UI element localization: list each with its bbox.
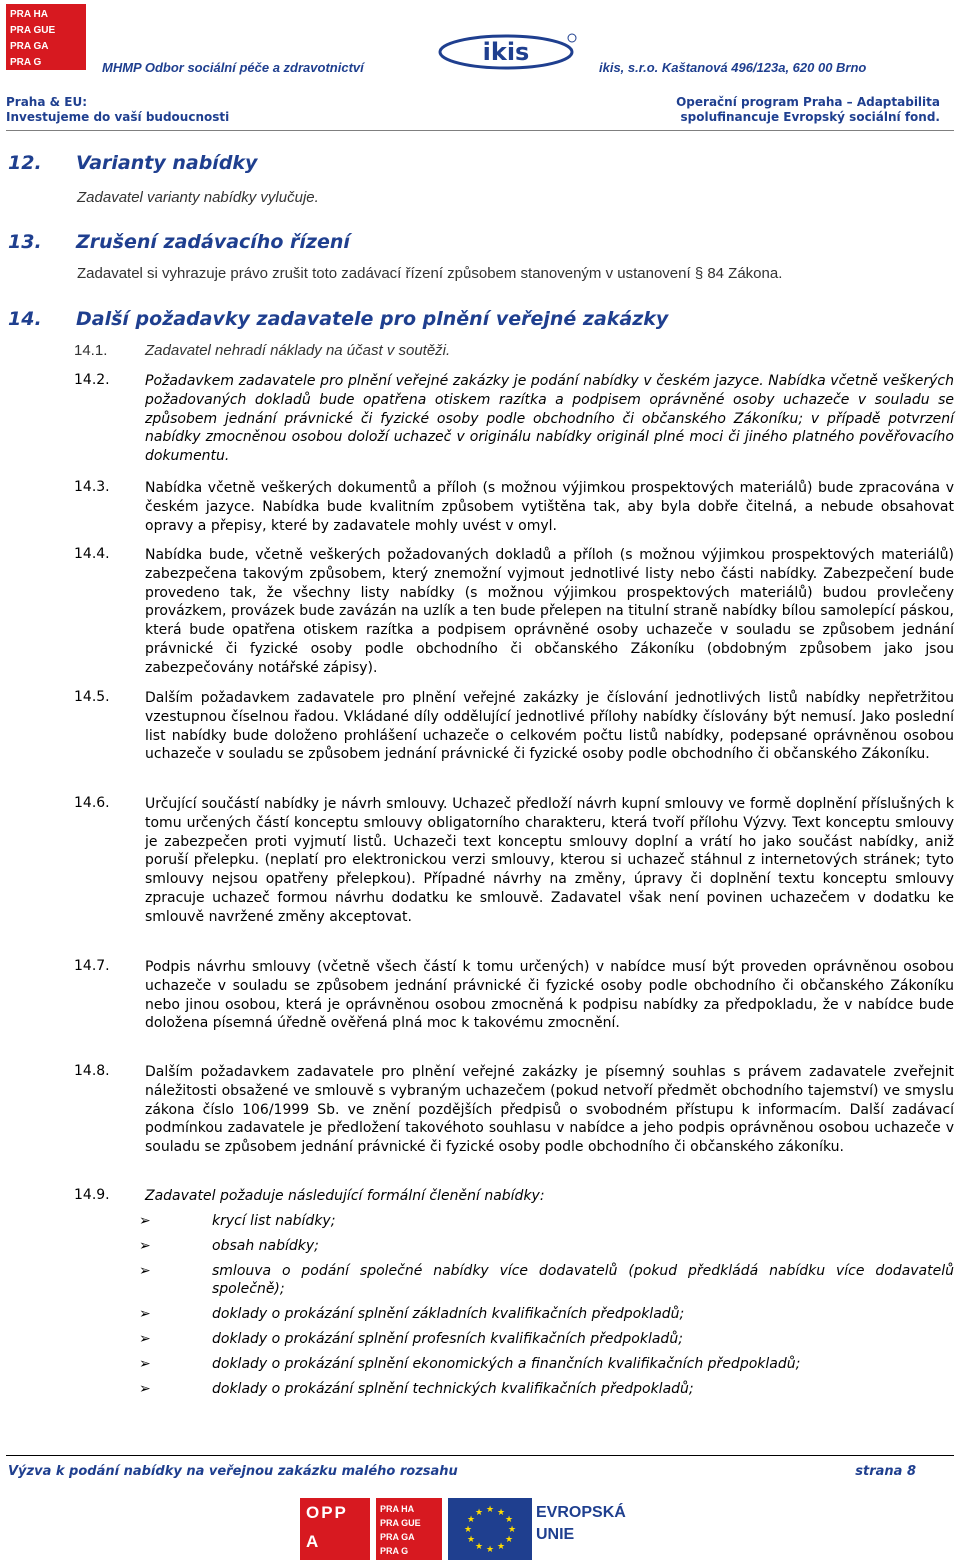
arrow-bullet-icon: ➢ — [139, 1380, 151, 1397]
svg-text:★: ★ — [507, 1525, 517, 1535]
item-text: Dalším požadavkem zadavatele pro plnění veřejné zakázky je písemný souhlas s právem zadavatele zveřejnit náležitosti obsažené ve smlouvě s vybraným uchazečem (pokud netvoří předmět obchodního tajemství) ve smyslu zákona číslo 106/1999 Sb. ve znění pozdějších předpisů o svobodném přístupu k informacím. Další zadávací podmínkou zadavatele je předložení takovéhoto souhlasu v nabídce a jeho podpis oprávněnou osobou uchazeče v souladu se způsobem jednání právnické či fyzické osoby podle obchodního či občanského zákoníku. — [145, 1064, 954, 1156]
footer-title: Výzva k podání nabídky na veřejnou zakázku malého rozsahu — [8, 1464, 458, 1479]
item-14-3 — [74, 479, 954, 535]
opp-logo — [300, 1498, 370, 1560]
item-14-8 — [74, 1063, 954, 1157]
list-item-text: doklady o prokázání splnění profesních kvalifikačních předpokladů; — [212, 1330, 683, 1347]
item-14-2 — [74, 372, 954, 466]
praha-logo-row: PRA GUE — [380, 1518, 421, 1528]
left-label-2: Investujeme do vaší budoucnosti — [6, 110, 230, 124]
praha-logo — [6, 4, 86, 70]
eu-label-line: UNIE — [536, 1526, 575, 1543]
item-text: Dalším požadavkem zadavatele pro plnění veřejné zakázky je číslování jednotlivých listů nabídky nepřetržitou vzestupnou číselnou řadou. Vkládané díly oddělující jednotlivé přílohy nabídky číslovány být nemusí. Jako poslední list nabídky bude doloženo prohlášení uchazeče o celkovém počtu listů nabídky, podepsané oprávněnou osobou uchazeče v souladu se způsobem jednání právnické či fyzické osoby podle obchodního či občanského Zákoníku. — [145, 690, 954, 763]
item-number: 14.3. — [74, 479, 110, 495]
section-12-text: Zadavatel varianty nabídky vylučuje. — [77, 189, 319, 206]
section-12-number: 12. — [8, 152, 42, 174]
svg-text:★: ★ — [474, 1542, 484, 1552]
right-label-2: spolufinancuje Evropský sociální fond. — [680, 110, 940, 124]
page-number: strana 8 — [855, 1464, 916, 1479]
item-number: 14.4. — [74, 546, 110, 562]
list-item — [139, 1212, 954, 1231]
praha-logo-row: PRA GA — [380, 1532, 415, 1542]
svg-text:★: ★ — [496, 1508, 506, 1518]
item-text: Nabídka bude, včetně veškerých požadovaných dokladů a příloh (s možnou výjimkou prospektových materiálů) zabezpečena takovým způsobem, který znemožní vyjmout jednotlivé listy nebo části nabídky. Zabezpečení bude provedeno tak, že všechny listy nabídky (s možnou výjimkou prospektových materiálů) budou provlečeny provázkem, provázek bude zavázán na uzlík a ten bude přelepen na titulní straně nabídky bílou samolepící páskou, která bude opatřena otiskem razítka a podpisem oprávněné osoby uchazeče v souladu se způsobem jednání právnické či fyzické osoby podle obchodního či občanského Zákoníku (obdobným způsobem jako jsou zabezpečovány notářské zápisy). — [145, 547, 954, 676]
list-item — [139, 1262, 954, 1300]
section-13-title: Zrušení zadávacího řízení — [76, 231, 350, 253]
ikis-logo — [438, 30, 580, 72]
item-text: Nabídka včetně veškerých dokumentů a příloh (s možnou výjimkou prospektových materiálů) bude zpracována v českém jazyce. Nabídka bude kvalitním způsobem vytištěna tak, aby byla dobře čitelná, a nebude obsahovat opravy a přepisy, které by zadavatele mohly uvést v omyl. — [145, 480, 954, 534]
praha-footer-logo — [376, 1498, 442, 1560]
item-text: Požadavkem zadavatele pro plnění veřejné zakázky je podání nabídky v českém jazyce. Nabídka včetně veškerých požadovaných dokladů bude opatřena otiskem razítka a podpisem oprávněné osoby uchazeče v souladu se způsobem jednání právnické či fyzické osoby podle obchodního či občanského Zákoníku; v případě potvrzení nabídky zmocněnou osobou doloží uchazeč v originálu nabídky originál plné moci či jiného platného pověřovacího dokumentu. — [145, 373, 954, 465]
ikis-logo-text: ikis — [482, 38, 530, 66]
item-14-7 — [74, 958, 954, 1033]
ikis-address: ikis, s.r.o. Kaštanová 496/123a, 620 00 Brno — [599, 60, 867, 75]
list-item-text: doklady o prokázání splnění ekonomických a finančních kvalifikačních předpokladů; — [212, 1355, 801, 1372]
eu-flag-icon — [448, 1498, 532, 1560]
item-number: 14.7. — [74, 958, 110, 974]
item-text: Podpis návrhu smlouvy (včetně všech částí k tomu určených) v nabídce musí být proveden oprávněnou osobou uchazeče v souladu se způsobem jednání právnické či fyzické osoby podle obchodního či občanského Zákoníku nebo jinou osobou, která je oprávněnou osobou zmocněná k podpisu nabídky za předpokladu, že v nabídce bude doložena písemná úředně ověřená plná moc k takovému zmocnění. — [145, 959, 954, 1032]
svg-text:★: ★ — [504, 1535, 514, 1545]
list-item-text: smlouva o podání společné nabídky více dodavatelů (pokud předkládá nabídku více dodavatelů společně); — [212, 1262, 954, 1298]
item-text: Zadavatel požaduje následující formální členění nabídky: — [145, 1188, 545, 1204]
opp-logo-row: A — [306, 1532, 321, 1551]
svg-text:★: ★ — [496, 1542, 506, 1552]
item-number: 14.6. — [74, 795, 110, 811]
requirements-list — [140, 1212, 954, 1404]
arrow-bullet-icon: ➢ — [139, 1213, 151, 1229]
arrow-bullet-icon: ➢ — [139, 1306, 151, 1323]
list-item — [139, 1380, 954, 1399]
section-12-title: Varianty nabídky — [76, 152, 258, 174]
item-number: 14.9. — [74, 1187, 110, 1203]
eu-label — [536, 1502, 626, 1546]
left-label-1: Praha & EU: — [6, 95, 88, 109]
praha-logo-row: PRA G — [380, 1546, 409, 1556]
list-item — [139, 1330, 954, 1349]
praha-logo-row: PRA GUE — [10, 25, 56, 36]
eu-label-line: EVROPSKÁ — [536, 1504, 626, 1521]
svg-text:★: ★ — [504, 1515, 514, 1525]
svg-text:★: ★ — [466, 1515, 476, 1525]
praha-logo-row: PRA G — [10, 57, 42, 68]
item-14-9 — [74, 1187, 954, 1206]
list-item — [139, 1355, 954, 1374]
opp-logo-row: OPP — [306, 1503, 348, 1522]
list-item-text: krycí list nabídky; — [212, 1213, 336, 1229]
item-14-4 — [74, 546, 954, 678]
list-item-text: obsah nabídky; — [212, 1237, 319, 1254]
item-number: 14.5. — [74, 689, 110, 705]
svg-text:★: ★ — [463, 1525, 473, 1535]
praha-logo-row: PRA HA — [380, 1504, 415, 1514]
list-item-text: doklady o prokázání splnění technických kvalifikačních předpokladů; — [212, 1380, 694, 1397]
item-14-1 — [74, 342, 954, 361]
footer-divider — [6, 1455, 954, 1456]
arrow-bullet-icon: ➢ — [139, 1355, 151, 1372]
item-number: 14.8. — [74, 1063, 110, 1079]
item-number: 14.2. — [74, 372, 110, 388]
arrow-bullet-icon: ➢ — [139, 1262, 151, 1279]
arrow-bullet-icon: ➢ — [139, 1237, 151, 1254]
svg-text:★: ★ — [466, 1535, 476, 1545]
list-item — [139, 1237, 954, 1256]
svg-text:★: ★ — [485, 1545, 495, 1555]
arrow-bullet-icon: ➢ — [139, 1330, 151, 1347]
praha-logo-row: PRA HA — [10, 9, 48, 20]
praha-logo-row: PRA GA — [10, 41, 49, 52]
section-13-text: Zadavatel si vyhrazuje právo zrušit toto zadávací řízení způsobem stanoveným v ustanovení § 84 Zákona. — [77, 265, 783, 282]
header-divider — [6, 130, 954, 131]
item-14-6 — [74, 795, 954, 927]
svg-text:★: ★ — [485, 1505, 495, 1515]
svg-text:★: ★ — [474, 1508, 484, 1518]
list-item — [139, 1305, 954, 1324]
right-label-1: Operační program Praha – Adaptabilita — [676, 95, 940, 109]
item-text: Zadavatel nehradí náklady na účast v soutěži. — [145, 342, 451, 359]
section-14-title: Další požadavky zadavatele pro plnění veřejné zakázky — [76, 308, 669, 330]
item-text: Určující součástí nabídky je návrh smlouvy. Uchazeč předloží návrh kupní smlouvy ve formě doplnění příslušných k tomu určených částí konceptu smlouvy obligatorního charakteru, která tvoří přílohu Výzvy. Text konceptu smlouvy je zabezpečen proti vyjmutí listů. Uchazeči text konceptu smlouvy doplní a vrátí ho jako součást nabídky, aniž poruší přelepku. (neplatí pro elektronickou verzi smlouvy, kterou si uchazeč stáhnul z internetových stránek; tyto smlouvy nejsou opatřeny přelepkou). Případné návrhy na změny, úpravy či doplnění textu konceptu smlouvy zpracuje uchazeč formou návrhu dodatku ke smlouvě. Zadavatel však není povinen uchazečem v dodatku ke smlouvě navržené změny akceptovat. — [145, 796, 954, 925]
section-14-number: 14. — [8, 308, 42, 330]
section-13-number: 13. — [8, 231, 42, 253]
org-line: MHMP Odbor sociální péče a zdravotnictví — [102, 60, 364, 75]
item-number: 14.1. — [74, 342, 108, 359]
item-14-5 — [74, 689, 954, 764]
list-item-text: doklady o prokázání splnění základních kvalifikačních předpokladů; — [212, 1306, 685, 1323]
